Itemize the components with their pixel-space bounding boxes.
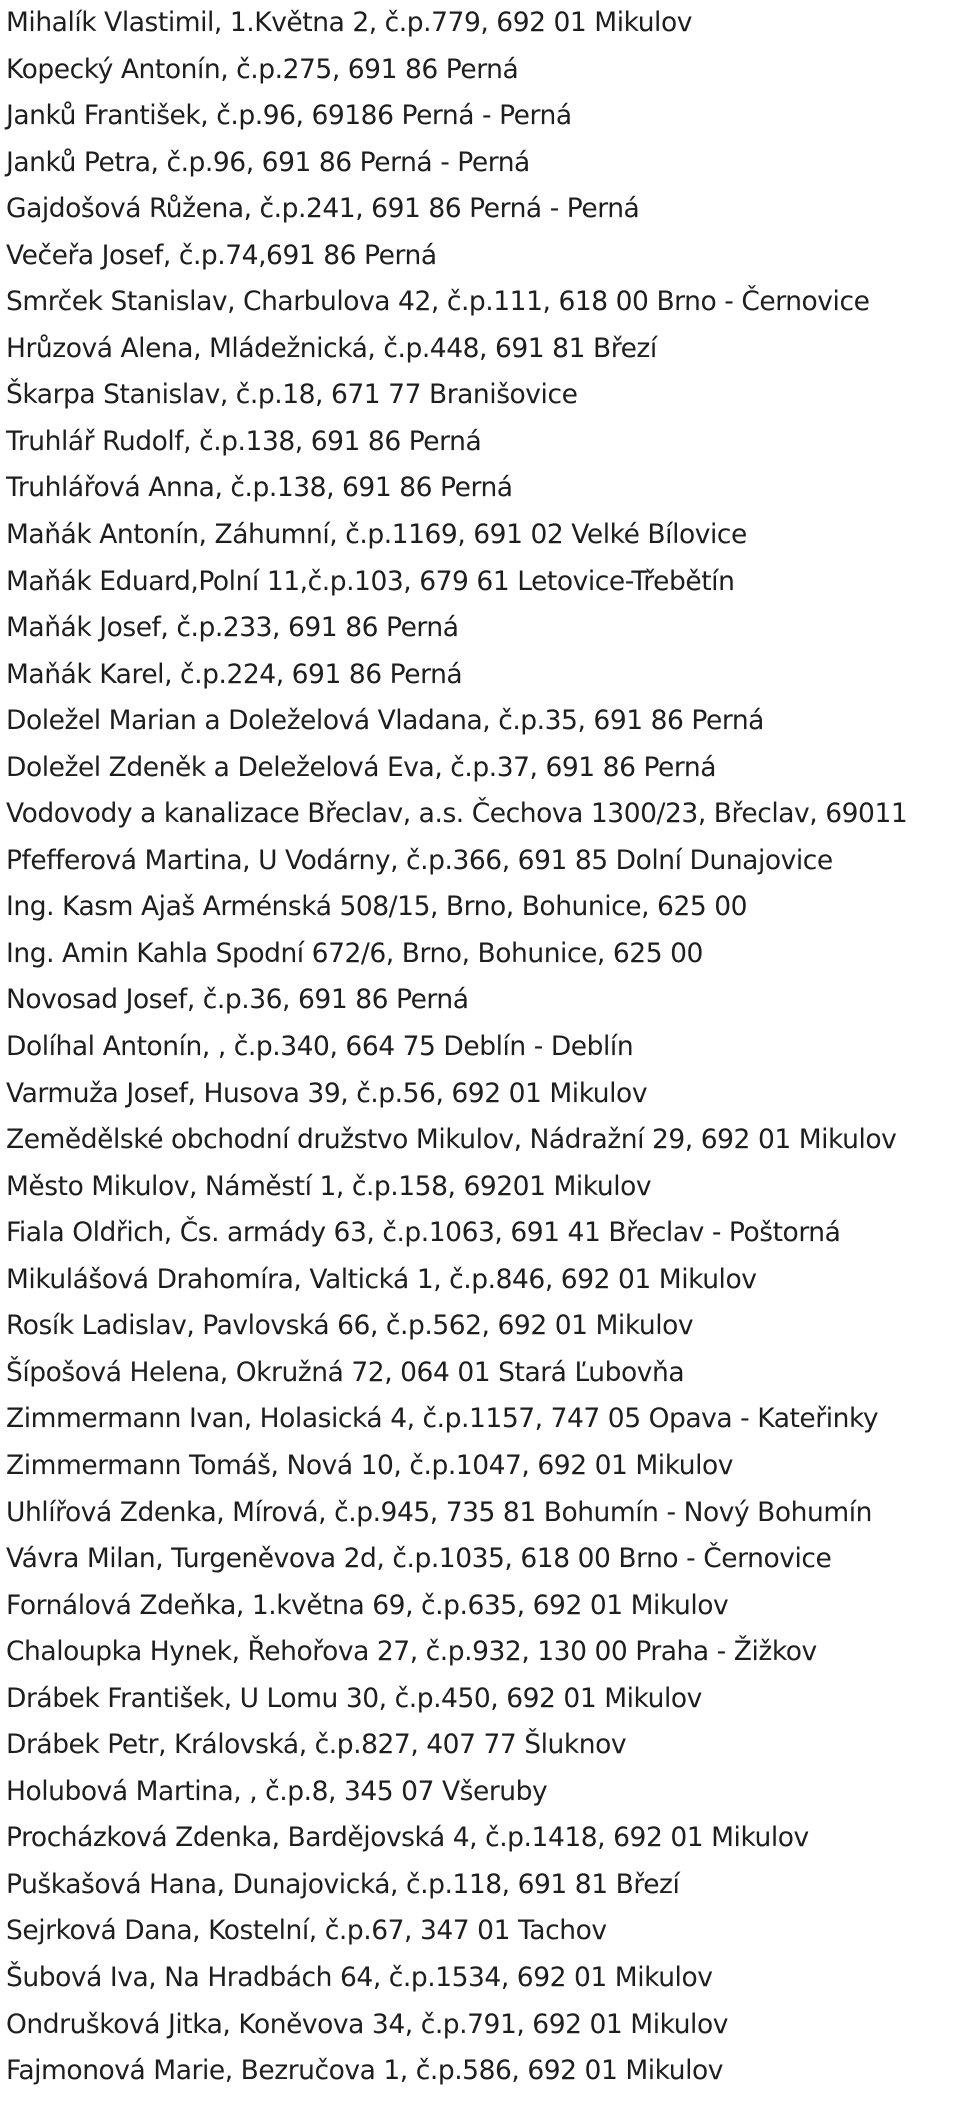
address-entry: Puškašová Hana, Dunajovická, č.p.118, 691 81 Březí xyxy=(6,1868,680,1900)
address-entry: Maňák Antonín, Záhumní, č.p.1169, 691 02 Velké Bílovice xyxy=(6,519,747,551)
address-entry: Mihalík Vlastimil, 1.Května 2, č.p.779, 692 01 Mikulov xyxy=(6,7,692,38)
address-entry: Sejrková Dana, Kostelní, č.p.67, 347 01 Tachov xyxy=(6,1915,607,1947)
address-entry: Škarpa Stanislav, č.p.18, 671 77 Branišovice xyxy=(6,379,578,411)
address-entry: Šípošová Helena, Okružná 72, 064 01 Stará Ľubovňa xyxy=(6,1356,685,1388)
address-entry: Kopecký Antonín, č.p.275, 691 86 Perná xyxy=(6,53,519,85)
address-entry: Fiala Oldřich, Čs. armády 63, č.p.1063, 691 41 Břeclav - Poštorná xyxy=(6,1217,841,1249)
address-entry: Truhlářová Anna, č.p.138, 691 86 Perná xyxy=(6,472,513,504)
address-entry: Fajmonová Marie, Bezručova 1, č.p.586, 692 01 Mikulov xyxy=(6,2055,723,2087)
address-entry: Večeřa Josef, č.p.74,691 86 Perná xyxy=(6,239,437,271)
address-entry: Město Mikulov, Náměstí 1, č.p.158, 69201 Mikulov xyxy=(6,1170,652,1202)
address-entry: Novosad Josef, č.p.36, 691 86 Perná xyxy=(6,984,469,1016)
address-entry: Vávra Milan, Turgeněvova 2d, č.p.1035, 618 00 Brno - Černovice xyxy=(6,1543,832,1575)
address-entry: Varmuža Josef, Husova 39, č.p.56, 692 01 Mikulov xyxy=(6,1077,648,1109)
address-entry: Janků František, č.p.96, 69186 Perná - Perná xyxy=(6,100,572,132)
address-entry: Zimmermann Ivan, Holasická 4, č.p.1157, 747 05 Opava - Kateřinky xyxy=(6,1403,879,1435)
address-entry: Rosík Ladislav, Pavlovská 66, č.p.562, 692 01 Mikulov xyxy=(6,1310,694,1342)
address-entry: Vodovody a kanalizace Břeclav, a.s. Čechova 1300/23, Břeclav, 69011 xyxy=(6,798,908,830)
address-entry: Ondrušková Jitka, Koněvova 34, č.p.791, 692 01 Mikulov xyxy=(6,2008,728,2040)
address-entry: Mikulášová Drahomíra, Valtická 1, č.p.846, 692 01 Mikulov xyxy=(6,1263,757,1295)
address-entry: Ing. Kasm Ajaš Arménská 508/15, Brno, Bohunice, 625 00 xyxy=(6,891,748,923)
address-entry: Maňák Karel, č.p.224, 691 86 Perná xyxy=(6,658,463,690)
address-entry: Doležel Marian a Doleželová Vladana, č.p.35, 691 86 Perná xyxy=(6,705,764,737)
address-entry: Hrůzová Alena, Mládežnická, č.p.448, 691 81 Březí xyxy=(6,332,657,364)
address-entry: Janků Petra, č.p.96, 691 86 Perná - Perná xyxy=(6,146,530,178)
address-entry: Fornálová Zdeňka, 1.května 69, č.p.635, 692 01 Mikulov xyxy=(6,1589,729,1621)
address-entry: Zimmermann Tomáš, Nová 10, č.p.1047, 692 01 Mikulov xyxy=(6,1449,734,1481)
address-entry: Holubová Martina, , č.p.8, 345 07 Všeruby xyxy=(6,1775,548,1807)
address-entry: Procházková Zdenka, Bardějovská 4, č.p.1418, 692 01 Mikulov xyxy=(6,1822,809,1854)
address-entry: Drábek Petr, Královská, č.p.827, 407 77 Šluknov xyxy=(6,1729,627,1761)
address-entry: Smrček Stanislav, Charbulova 42, č.p.111, 618 00 Brno - Černovice xyxy=(6,286,870,318)
address-entry: Dolíhal Antonín, , č.p.340, 664 75 Deblín - Deblín xyxy=(6,1031,634,1063)
address-entry: Chaloupka Hynek, Řehořova 27, č.p.932, 130 00 Praha - Žižkov xyxy=(6,1636,817,1668)
address-entry: Zemědělské obchodní družstvo Mikulov, Nádražní 29, 692 01 Mikulov xyxy=(6,1124,897,1156)
address-entry: Gajdošová Růžena, č.p.241, 691 86 Perná - Perná xyxy=(6,193,640,225)
address-list xyxy=(6,0,956,2095)
address-entry: Doležel Zdeněk a Deleželová Eva, č.p.37, 691 86 Perná xyxy=(6,751,717,783)
address-entry: Truhlář Rudolf, č.p.138, 691 86 Perná xyxy=(6,425,482,457)
address-entry: Pfefferová Martina, U Vodárny, č.p.366, 691 85 Dolní Dunajovice xyxy=(6,844,833,876)
address-entry: Maňák Eduard,Polní 11,č.p.103, 679 61 Letovice-Třebětín xyxy=(6,565,735,597)
address-entry: Šubová Iva, Na Hradbách 64, č.p.1534, 692 01 Mikulov xyxy=(6,1961,713,1993)
address-entry: Ing. Amin Kahla Spodní 672/6, Brno, Bohunice, 625 00 xyxy=(6,937,703,969)
address-entry: Maňák Josef, č.p.233, 691 86 Perná xyxy=(6,612,459,644)
address-entry: Drábek František, U Lomu 30, č.p.450, 692 01 Mikulov xyxy=(6,1682,702,1714)
address-entry: Uhlířová Zdenka, Mírová, č.p.945, 735 81 Bohumín - Nový Bohumín xyxy=(6,1496,872,1528)
